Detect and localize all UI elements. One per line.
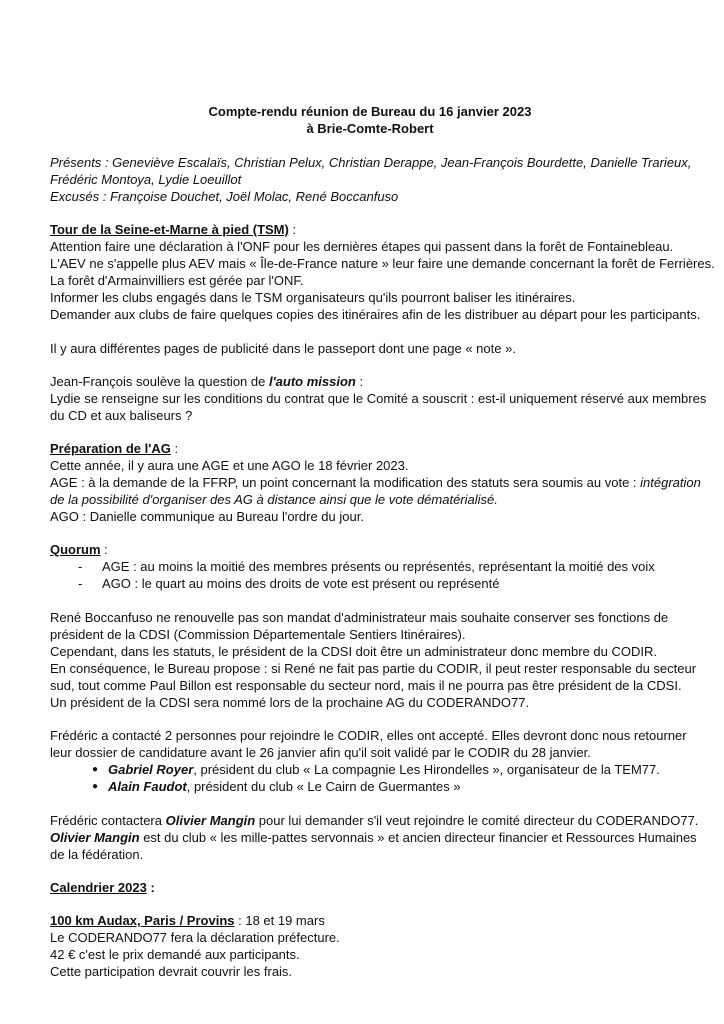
cdsi-line: Cependant, dans les statuts, le président de la CDSI doit être un administrateur donc membre du CODIR.: [50, 644, 657, 659]
dash-marker: -: [78, 559, 83, 574]
bullet-icon: ●: [92, 781, 99, 792]
mangin-name: Olivier Mangin: [165, 813, 256, 828]
ag-heading: [50, 441, 178, 457]
calendar-event-dates: : 18 et 19 mars: [234, 913, 325, 928]
ag-age-italic-1: intégration: [640, 475, 701, 490]
calendar-event-title: 100 km Audax, Paris / Provins: [50, 913, 235, 928]
bullet-icon: ●: [92, 764, 99, 775]
tsm-line: L'AEV ne s'appelle plus AEV mais « Île-de-France nature » leur faire une demande concernant la forêt de Ferrières.: [50, 256, 715, 271]
quorum-heading-colon: :: [100, 542, 108, 557]
tsm-line: Demander aux clubs de faire quelques copies des itinéraires afin de les distribuer au départ pour les participants.: [50, 307, 701, 322]
ag-heading-colon: :: [170, 441, 179, 456]
calendar-line: 42 € c'est le prix demandé aux participants.: [50, 947, 300, 962]
cdsi-line: président de la CDSI (Commission Départementale Sentiers Itinéraires).: [50, 627, 466, 642]
auto-mission-intro-text: Jean-François soulève la question de: [50, 374, 269, 389]
tsm-line: Informer les clubs engagés dans le TSM organisateurs qu'ils pourront baliser les itinéraires.: [50, 290, 576, 305]
mangin-name: Olivier Mangin: [50, 830, 140, 845]
auto-mission-colon: :: [355, 374, 364, 389]
auto-mission-line-2: du CD et aux baliseurs ?: [50, 408, 193, 423]
calendar-line: Le CODERANDO77 fera la déclaration préfecture.: [50, 930, 340, 945]
calendar-line: Cette participation devrait couvrir les frais.: [50, 964, 293, 979]
quorum-item-text: AGO : le quart au moins des droits de vote est présent ou représenté: [102, 576, 500, 591]
document-title: Compte-rendu réunion de Bureau du 16 janvier 2023: [208, 104, 532, 119]
mangin-prefix: Frédéric contactera: [50, 813, 166, 828]
mangin-line-1: [50, 813, 698, 829]
codir-line-1: Frédéric a contacté 2 personnes pour rejoindre le CODIR, elles ont accepté. Elles devront donc nous retourner: [50, 728, 687, 743]
calendar-heading: [50, 880, 155, 896]
calendar-heading-label: Calendrier 2023: [50, 880, 147, 895]
mangin-line-2-text: est du club « les mille-pattes servonnais » et ancien directeur financier et Ressources Humaines: [139, 830, 697, 845]
ag-ago-line: AGO : Danielle communique au Bureau l'ordre du jour.: [50, 509, 364, 524]
candidate-text: [108, 779, 461, 795]
ag-age-prefix: AGE : à la demande de la FFRP, un point concernant la modification des statuts sera soumis au vote :: [50, 475, 641, 490]
cdsi-line: Un président de la CDSI sera nommé lors de la prochaine AG du CODERANDO77.: [50, 695, 530, 710]
dash-marker: -: [78, 576, 83, 591]
ag-line-1: Cette année, il y aura une AGE et une AGO le 18 février 2023.: [50, 458, 409, 473]
candidate-text: [108, 762, 660, 778]
tsm-line: Attention faire une déclaration à l'ONF pour les dernières étapes qui passent dans la forêt de Fontainebleau.: [50, 239, 674, 254]
candidate-desc: , président du club « Le Cairn de Guermantes »: [186, 779, 461, 794]
ag-age-line: [50, 475, 701, 491]
candidate-desc: , président du club « La compagnie Les Hirondelles », organisateur de la TEM77.: [193, 762, 660, 777]
calendar-heading-colon: :: [146, 880, 155, 895]
tsm-passport-note: Il y aura différentes pages de publicité dans le passeport dont une page « note ».: [50, 341, 516, 356]
tsm-heading: [50, 222, 296, 238]
auto-mission-term: l'auto mission: [268, 374, 356, 389]
quorum-heading: [50, 542, 108, 558]
excused-line: Excusés : Françoise Douchet, Joël Molac, René Boccanfuso: [50, 189, 399, 204]
mangin-suffix: pour lui demander s'il veut rejoindre le comité directeur du CODERANDO77.: [255, 813, 699, 828]
cdsi-line: En conséquence, le Bureau propose : si René ne fait pas partie du CODIR, il peut rester responsable du secteur: [50, 661, 697, 676]
mangin-line-2: [50, 830, 697, 846]
quorum-heading-label: Quorum: [50, 542, 101, 557]
cdsi-line: sud, tout comme Paul Billon est responsable du secteur nord, mais il ne pourra pas être président de la CDSI.: [50, 678, 682, 693]
tsm-heading-colon: :: [288, 222, 297, 237]
calendar-event: [50, 913, 325, 929]
quorum-item-text: AGE : au moins la moitié des membres présents ou représentés, représentant la moitié des voix: [102, 559, 655, 574]
cdsi-line: René Boccanfuso ne renouvelle pas son mandat d'administrateur mais souhaite conserver ses fonctions de: [50, 610, 669, 625]
codir-line-2: leur dossier de candidature avant le 26 janvier afin qu'il soit validé par le CODIR du 28 janvier.: [50, 745, 591, 760]
auto-mission-intro: [50, 374, 363, 390]
candidate-name: Gabriel Royer: [108, 762, 194, 777]
candidate-name: Alain Faudot: [108, 779, 187, 794]
ag-heading-label: Préparation de l'AG: [50, 441, 171, 456]
auto-mission-line-1: Lydie se renseigne sur les conditions du contrat que le Comité a souscrit : est-il uniquement réservé aux membres: [50, 391, 707, 406]
ag-age-italic-2: de la possibilité d'organiser des AG à distance ainsi que le vote dématérialisé.: [50, 492, 498, 507]
present-line-2: Frédéric Montoya, Lydie Loeuillot: [50, 172, 242, 187]
tsm-line: La forêt d'Armainvilliers est gérée par l'ONF.: [50, 273, 304, 288]
tsm-heading-label: Tour de la Seine-et-Marne à pied (TSM): [50, 222, 289, 237]
present-line-1: Présents : Geneviève Escalaïs, Christian Pelux, Christian Derappe, Jean-François Bourdette, Danielle Trarieux,: [50, 155, 692, 170]
mangin-line-3: de la fédération.: [50, 847, 144, 862]
document-location: à Brie-Comte-Robert: [306, 121, 434, 136]
